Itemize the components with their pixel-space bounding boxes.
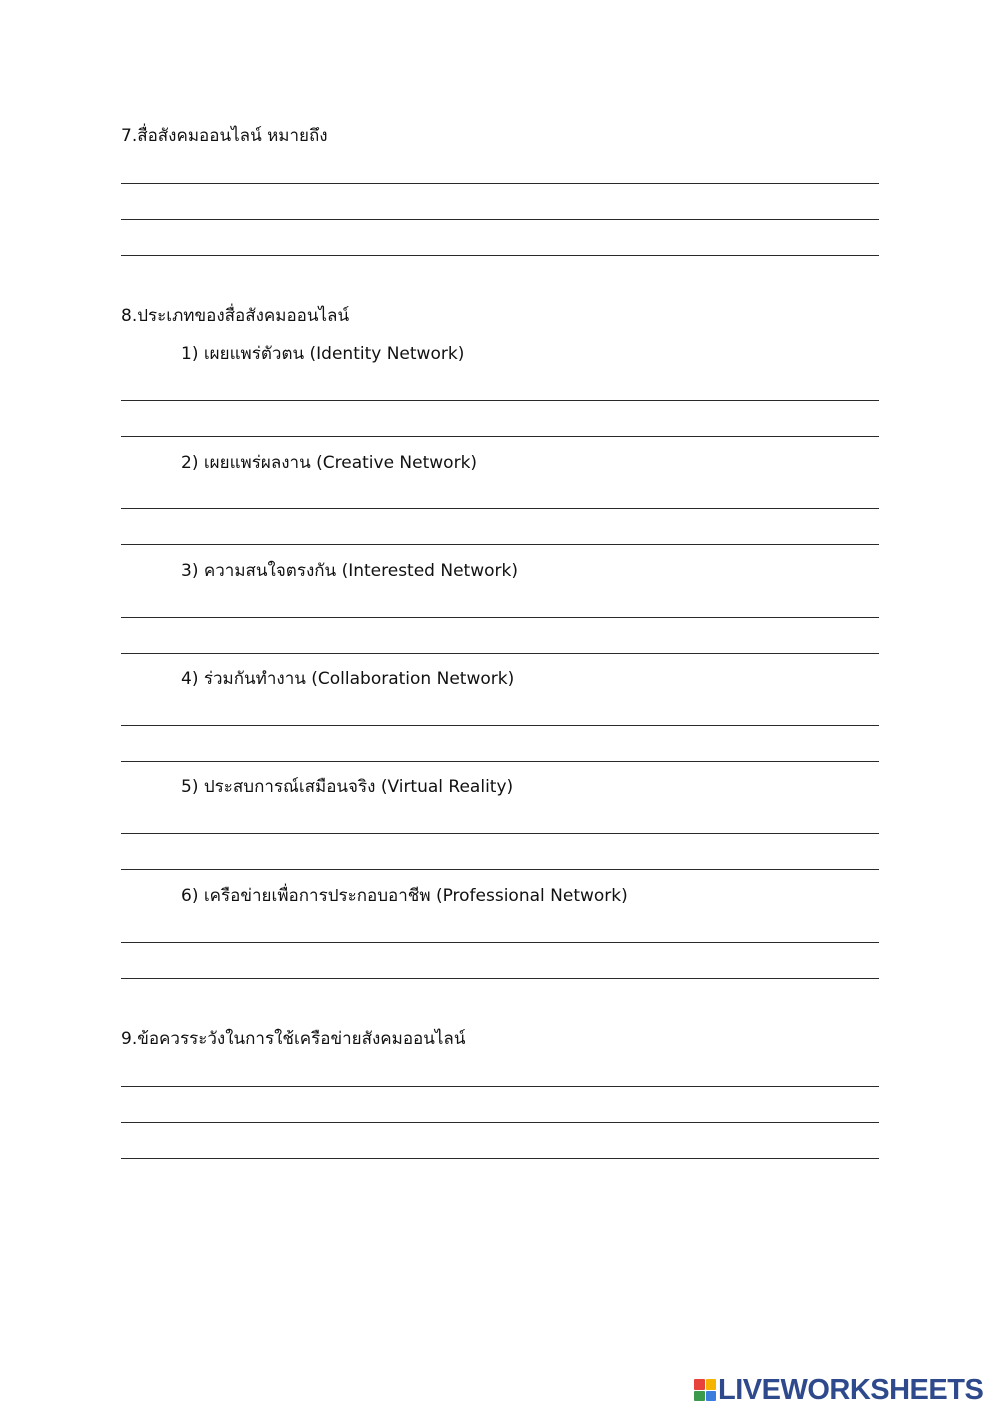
- answer-line-q8-1b[interactable]: [121, 436, 879, 437]
- answer-line-q9-1[interactable]: [121, 1086, 879, 1087]
- answer-line-q8-2b[interactable]: [121, 544, 879, 545]
- logo-cell-green: [694, 1391, 705, 1402]
- liveworksheets-logo-icon: [694, 1379, 716, 1401]
- question-8-item-2: 2) เผยแพร่ผลงาน (Creative Network): [181, 453, 478, 473]
- logo-cell-blue: [706, 1391, 717, 1402]
- answer-line-q9-2[interactable]: [121, 1122, 879, 1123]
- answer-line-q7-3[interactable]: [121, 255, 879, 256]
- question-8-item-5: 5) ประสบการณ์เสมือนจริง (Virtual Reality): [181, 777, 514, 797]
- logo-cell-red: [694, 1379, 705, 1390]
- answer-line-q8-4b[interactable]: [121, 761, 879, 762]
- answer-line-q8-6b[interactable]: [121, 978, 879, 979]
- liveworksheets-brand: [694, 1374, 983, 1406]
- answer-line-q7-1[interactable]: [121, 183, 879, 184]
- question-8-item-1: 1) เผยแพร่ตัวตน (Identity Network): [181, 344, 465, 364]
- question-8-item-6: 6) เครือข่ายเพื่อการประกอบอาชีพ (Professional Network): [181, 886, 628, 906]
- logo-cell-yellow: [706, 1379, 717, 1390]
- question-7-title: 7.สื่อสังคมออนไลน์ หมายถึง: [121, 126, 328, 146]
- liveworksheets-wordmark: LIVEWORKSHEETS: [718, 1374, 984, 1406]
- answer-line-q9-3[interactable]: [121, 1158, 879, 1159]
- question-8-item-3: 3) ความสนใจตรงกัน (Interested Network): [181, 561, 518, 581]
- answer-line-q8-4a[interactable]: [121, 725, 879, 726]
- answer-line-q8-1a[interactable]: [121, 400, 879, 401]
- answer-line-q7-2[interactable]: [121, 219, 879, 220]
- question-8-title: 8.ประเภทของสื่อสังคมออนไลน์: [121, 306, 350, 326]
- answer-line-q8-3b[interactable]: [121, 653, 879, 654]
- answer-line-q8-2a[interactable]: [121, 508, 879, 509]
- question-9-title: 9.ข้อควรระวังในการใช้เครือข่ายสังคมออนไลน์: [121, 1029, 466, 1049]
- question-8-item-4: 4) ร่วมกันทำงาน (Collaboration Network): [181, 669, 515, 689]
- answer-line-q8-6a[interactable]: [121, 942, 879, 943]
- answer-line-q8-5b[interactable]: [121, 869, 879, 870]
- answer-line-q8-3a[interactable]: [121, 617, 879, 618]
- answer-line-q8-5a[interactable]: [121, 833, 879, 834]
